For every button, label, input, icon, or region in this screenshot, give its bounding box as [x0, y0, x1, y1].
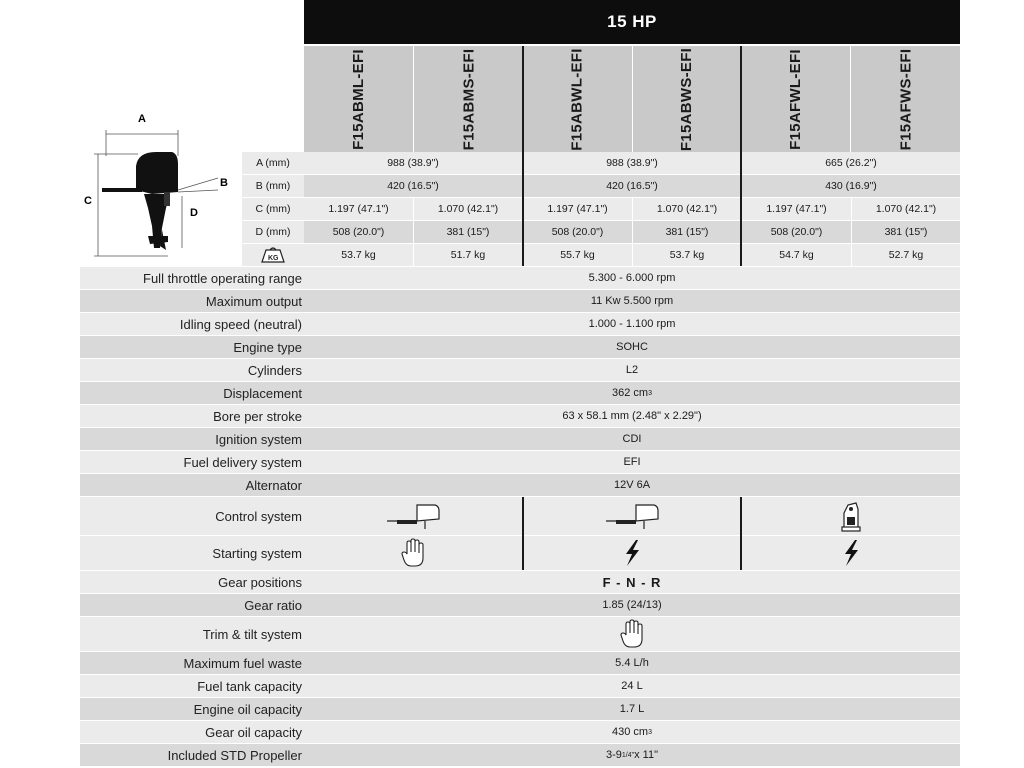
- model-name: F15ABML-EFI: [350, 48, 367, 150]
- spec-row: [80, 428, 960, 450]
- spec-value: 1.000 - 1.100 rpm: [588, 318, 676, 330]
- spec-row: [80, 571, 960, 593]
- model-name: F15ABWS-EFI: [678, 47, 695, 151]
- weight-value: 51.7 kg: [414, 244, 522, 266]
- dim-value: 420 (16.5"): [304, 175, 522, 197]
- spec-label: Gear ratio: [244, 597, 302, 613]
- model-name: F15ABMS-EFI: [460, 48, 477, 150]
- spec-label: Full throttle operating range: [143, 270, 302, 286]
- spec-value: 12V 6A: [613, 479, 651, 491]
- remote-control-icon: [838, 499, 864, 533]
- spec-label: Idling speed (neutral): [179, 316, 302, 332]
- spec-label: Engine type: [233, 339, 302, 355]
- weight-value: 53.7 kg: [304, 244, 413, 266]
- svg-text:KG: KG: [268, 255, 279, 263]
- tiller-icon: [385, 501, 441, 531]
- weight-value: 54.7 kg: [742, 244, 851, 266]
- dim-value: 420 (16.5"): [523, 175, 741, 197]
- dim-value: 508 (20.0"): [304, 221, 413, 243]
- spec-label: Engine oil capacity: [193, 701, 302, 717]
- page-title: 15 HP: [304, 0, 960, 44]
- spec-label: Control system: [215, 508, 302, 524]
- spec-value: CDI: [622, 433, 642, 445]
- spec-label: Starting system: [212, 545, 302, 561]
- spec-value: SOHC: [616, 341, 648, 353]
- spec-label: Ignition system: [215, 431, 302, 447]
- spec-label: Gear oil capacity: [205, 724, 302, 740]
- model-name: F15AFWS-EFI: [896, 48, 914, 150]
- electric-start-icon: [841, 539, 861, 567]
- spec-label: Fuel tank capacity: [197, 678, 302, 694]
- spec-value: 430 cm 3: [612, 726, 652, 738]
- spec-value: 63 x 58.1 mm (2.48" x 2.29"): [562, 410, 702, 422]
- dim-value: 665 (26.2"): [742, 152, 960, 174]
- spec-label: Cylinders: [247, 362, 302, 378]
- dim-value: 988 (38.9"): [304, 152, 522, 174]
- spec-label: Displacement: [223, 385, 302, 401]
- dim-row-weight: [242, 244, 960, 266]
- spec-row: [80, 267, 960, 289]
- weight-value: 55.7 kg: [523, 244, 632, 266]
- spec-label: Alternator: [245, 477, 302, 493]
- electric-start-icon: [622, 539, 642, 567]
- dim-value: 1.070 (42.1"): [414, 198, 522, 220]
- spec-value: 5.300 - 6.000 rpm: [588, 272, 676, 284]
- spec-row-control: [80, 497, 960, 535]
- dim-value: 1.197 (47.1"): [742, 198, 851, 220]
- diagram-label-c: C: [84, 195, 92, 207]
- dim-row-b: [242, 175, 960, 197]
- spec-row: [80, 652, 960, 674]
- spec-label: Included STD Propeller: [167, 747, 302, 763]
- dim-label: C (mm): [242, 198, 304, 220]
- dim-row-d: [242, 221, 960, 243]
- weight-value: 53.7 kg: [633, 244, 741, 266]
- diagram-label-d: D: [190, 207, 198, 219]
- tiller-icon: [604, 501, 660, 531]
- dim-value: 988 (38.9"): [523, 152, 741, 174]
- spec-value: 3-9 1/4" x 11": [605, 749, 658, 761]
- model-header: [304, 46, 960, 152]
- weight-label: [242, 244, 304, 266]
- spec-value: 11 Kw 5.500 rpm: [590, 295, 674, 307]
- dim-row-a: [242, 152, 960, 174]
- spec-row: [80, 451, 960, 473]
- model-name: F15AFWL-EFI: [786, 48, 804, 150]
- spec-row: [80, 721, 960, 743]
- dim-value: 381 (15"): [414, 221, 522, 243]
- spec-label: Gear positions: [218, 574, 302, 590]
- outboard-dimension-diagram: [78, 108, 238, 258]
- spec-row: [80, 744, 960, 766]
- dim-value: 1.070 (42.1"): [852, 198, 960, 220]
- spec-label: Fuel delivery system: [183, 454, 302, 470]
- spec-row: [80, 405, 960, 427]
- spec-row: [80, 359, 960, 381]
- spec-value: 1.85 (24/13): [602, 599, 662, 611]
- dim-label: D (mm): [242, 221, 304, 243]
- spec-value: 24 L: [621, 680, 643, 692]
- dim-value: 381 (15"): [633, 221, 741, 243]
- diagram-label-b: B: [220, 177, 228, 189]
- manual-start-icon: [400, 538, 426, 568]
- spec-row-starting: [80, 536, 960, 570]
- dim-value: 508 (20.0"): [523, 221, 632, 243]
- manual-tilt-icon: [619, 619, 645, 649]
- dim-label: A (mm): [242, 152, 304, 174]
- spec-row: [80, 382, 960, 404]
- dim-value: 1.070 (42.1"): [633, 198, 741, 220]
- spec-value: 1.7 L: [619, 703, 645, 715]
- dim-value: 1.197 (47.1"): [523, 198, 632, 220]
- spec-row: [80, 474, 960, 496]
- dim-label: B (mm): [242, 175, 304, 197]
- spec-row: [80, 313, 960, 335]
- spec-label: Maximum fuel waste: [183, 655, 302, 671]
- spec-row: [80, 336, 960, 358]
- spec-value: F - N - R: [602, 574, 662, 590]
- dim-value: 1.197 (47.1"): [304, 198, 413, 220]
- spec-value: EFI: [623, 456, 641, 468]
- spec-label: Bore per stroke: [213, 408, 302, 424]
- dim-value: 381 (15"): [852, 221, 960, 243]
- spec-value: 362 cm 3: [612, 387, 652, 399]
- weight-icon: [260, 246, 286, 264]
- model-name: F15ABWL-EFI: [569, 47, 586, 151]
- spec-label: Maximum output: [205, 293, 302, 309]
- dim-value: 430 (16.9"): [742, 175, 960, 197]
- weight-value: 52.7 kg: [852, 244, 960, 266]
- spec-row: [80, 698, 960, 720]
- dim-value: 508 (20.0"): [742, 221, 851, 243]
- spec-label: Trim & tilt system: [202, 626, 302, 642]
- dim-row-c: [242, 198, 960, 220]
- spec-row-trim: [80, 617, 960, 651]
- spec-row: [80, 675, 960, 697]
- diagram-label-a: A: [138, 113, 146, 125]
- spec-row: [80, 594, 960, 616]
- spec-value: L2: [625, 364, 639, 376]
- spec-row: [80, 290, 960, 312]
- spec-value: 5.4 L/h: [615, 657, 649, 669]
